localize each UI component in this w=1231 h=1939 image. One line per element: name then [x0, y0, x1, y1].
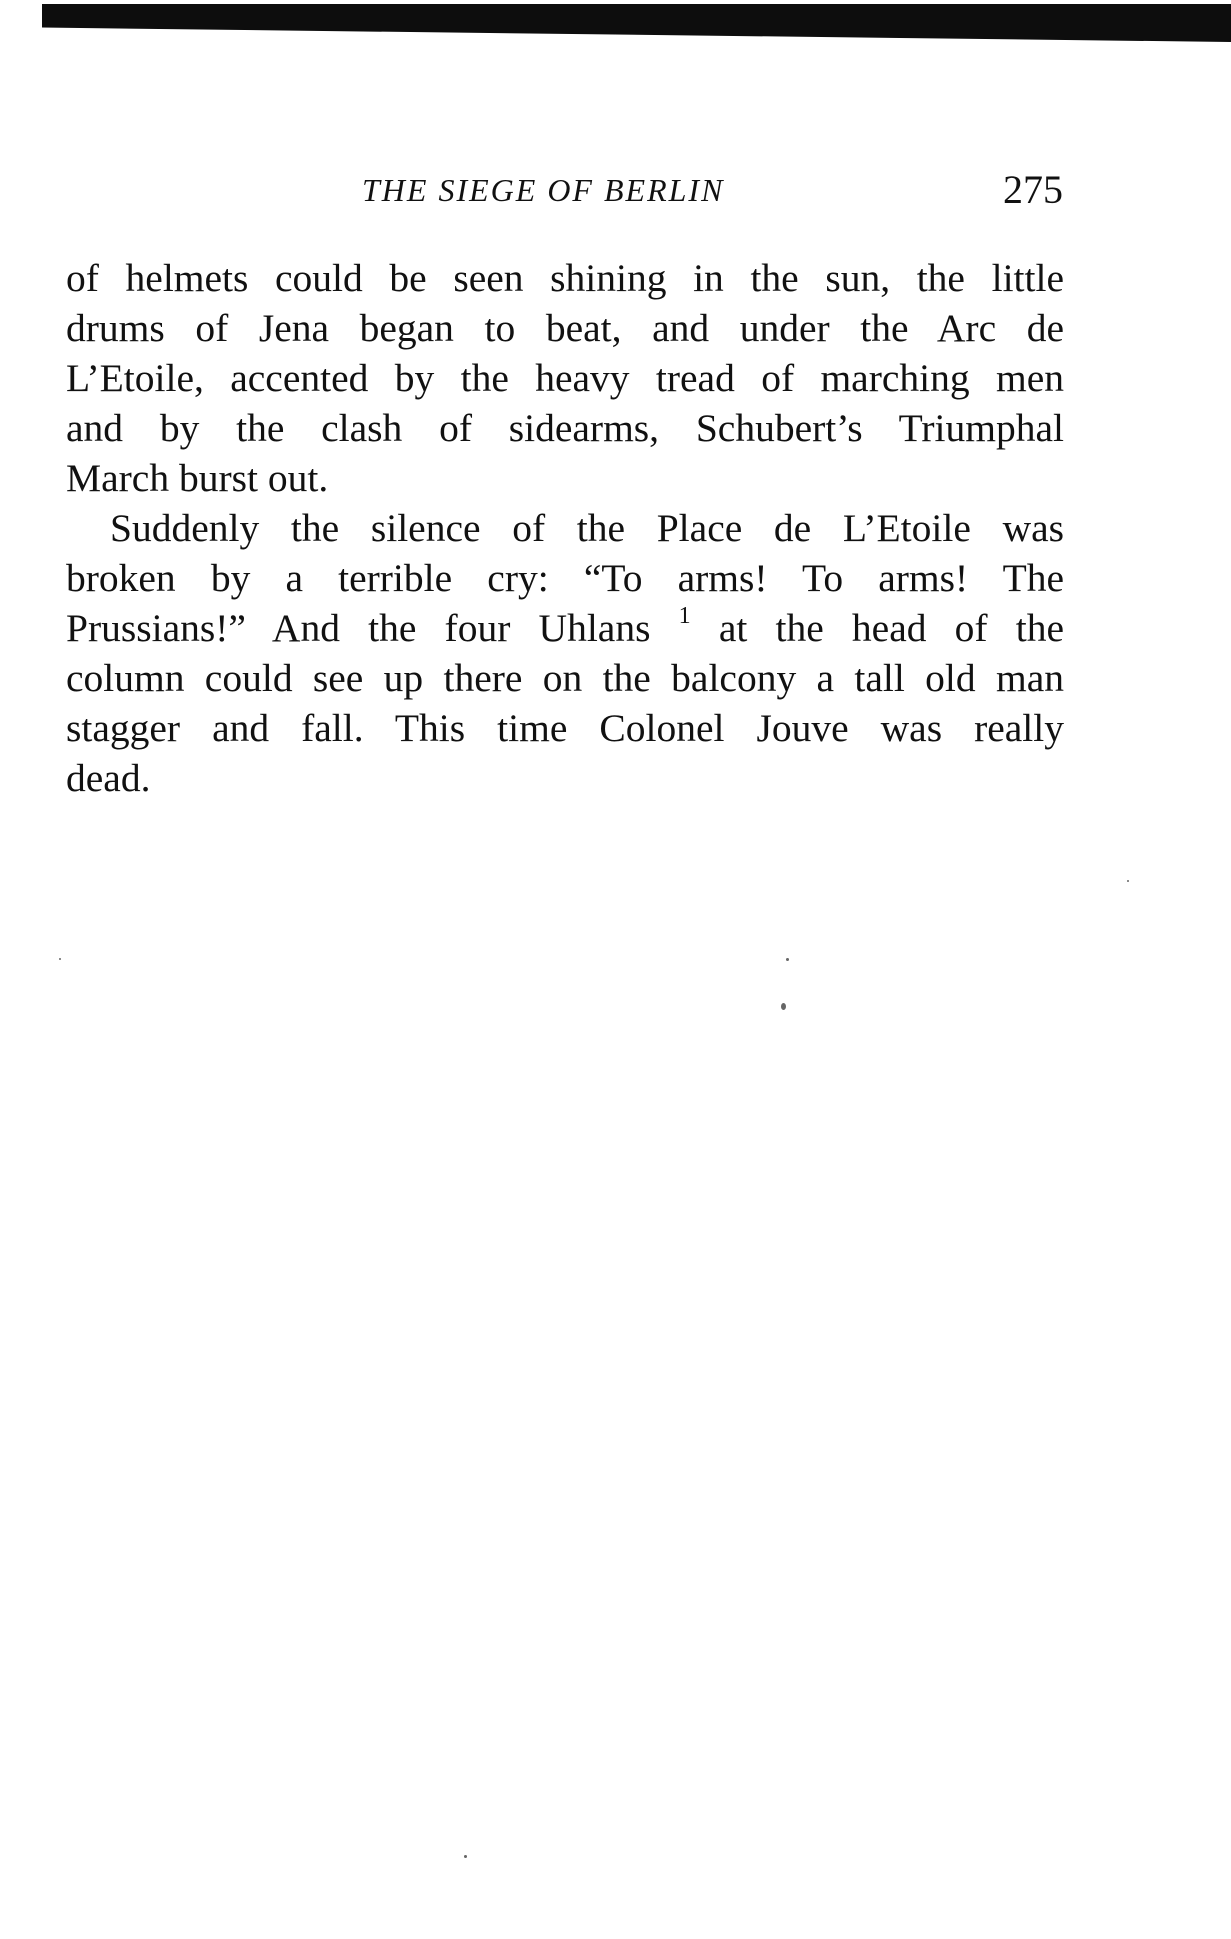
text-segment: at the head of the — [690, 606, 1065, 650]
text-line: of helmets could be seen shining in the sun, the little — [66, 256, 1064, 300]
text-line: dead. — [66, 756, 151, 800]
paragraph-2 — [66, 503, 1064, 803]
scan-speck — [59, 958, 61, 960]
page-number: 275 — [1003, 167, 1063, 212]
top-scan-border — [42, 4, 1231, 42]
text-line: March burst out. — [66, 456, 329, 500]
text-line: Suddenly the silence of the Place de L’Etoile was — [110, 506, 1064, 550]
footnote-marker: 1 — [678, 602, 691, 629]
text-line: stagger and fall. This time Colonel Jouve was really — [66, 706, 1064, 750]
text-line: broken by a terrible cry: “To arms! To arms! The — [66, 556, 1064, 600]
running-title: THE SIEGE OF BERLIN — [362, 172, 725, 208]
running-header — [0, 166, 1231, 216]
scan-speck — [781, 1003, 786, 1010]
body-text — [66, 253, 1064, 803]
text-line: and by the clash of sidearms, Schubert’s Triumphal — [66, 406, 1064, 450]
scan-speck — [786, 958, 789, 961]
text-line: L’Etoile, accented by the heavy tread of marching men — [66, 356, 1064, 400]
text-segment: Prussians!” And the four Uhlans — [66, 606, 651, 650]
text-line-with-footnote — [66, 603, 1064, 653]
text-line: column could see up there on the balcony a tall old man — [66, 656, 1064, 700]
scan-speck — [1127, 880, 1129, 882]
text-line: drums of Jena began to beat, and under the Arc de — [66, 306, 1064, 350]
scan-speck — [464, 1855, 467, 1858]
paragraph-1 — [66, 253, 1064, 503]
